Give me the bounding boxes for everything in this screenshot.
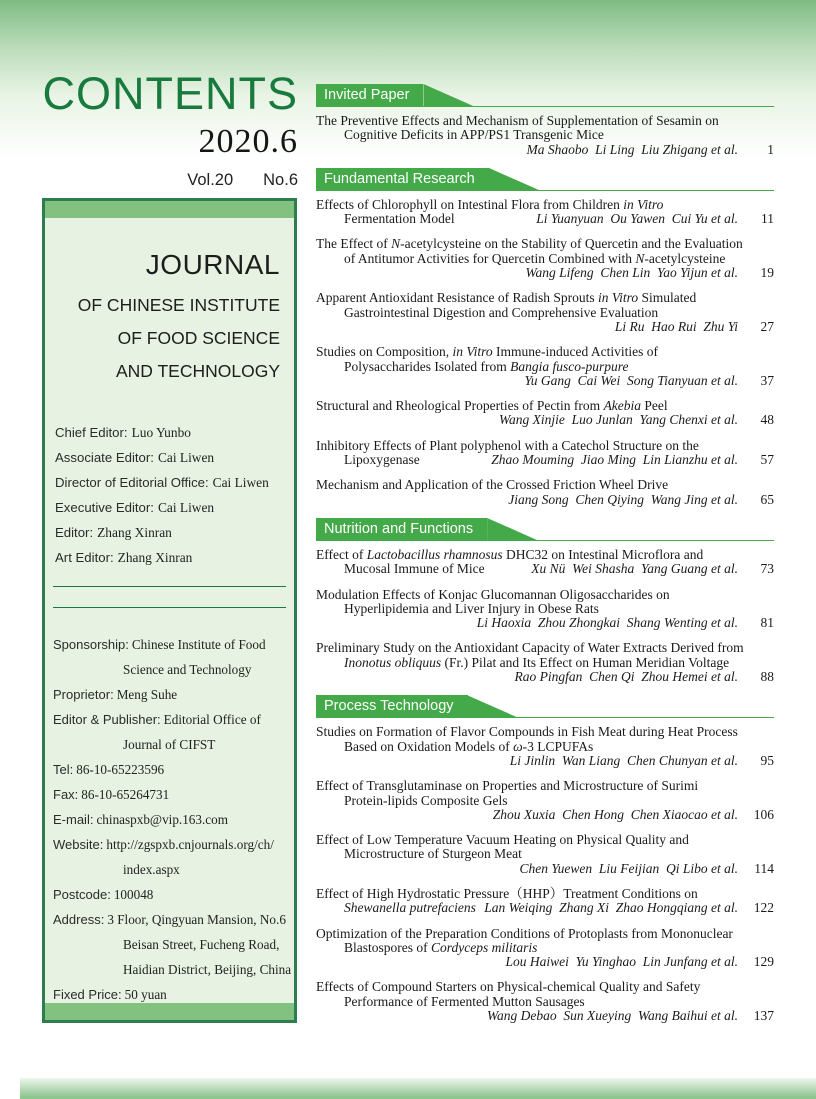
- entry-title-italic: Cordyceps militaris: [431, 939, 538, 955]
- entry-title: [316, 779, 698, 793]
- section-banner: [316, 84, 475, 107]
- publication-line: [53, 832, 294, 857]
- publication-label: Editor & Publisher:: [53, 712, 161, 727]
- publication-value: Meng Suhe: [116, 687, 178, 702]
- entry-authors: Wang Debao Sun Xueying Wang Baihui et al.: [487, 1008, 738, 1024]
- publication-line: [53, 682, 294, 707]
- publication-line: [53, 707, 294, 732]
- publication-row: [53, 832, 294, 882]
- toc-entry-row: [316, 212, 774, 226]
- entry-title-text: The Effect of: [316, 236, 392, 252]
- publication-row: [53, 882, 294, 907]
- entry-title: [316, 439, 699, 453]
- publication-line: [53, 807, 294, 832]
- divider-line: [53, 607, 286, 608]
- publication-label: Postcode:: [53, 887, 111, 902]
- publication-continuation: index.aspx: [123, 862, 180, 877]
- entry-title-text: Effect of High Hydrostatic Pressure（HHP）Treatment Conditions on: [316, 885, 698, 901]
- entry-authors: Zhao Mouming Jiao Ming Lin Lianzhu et al.: [491, 452, 738, 468]
- entry-authors: Li Yuanyuan Ou Yawen Cui Yu et al.: [536, 211, 738, 227]
- section-banner-label: Process Technology: [316, 695, 468, 718]
- toc-entry-row: [316, 980, 774, 994]
- volume-label: Vol.20: [187, 171, 234, 189]
- section-banner-label: Fundamental Research: [316, 168, 489, 191]
- entry-page-number: 81: [760, 615, 774, 631]
- journal-name: [45, 250, 294, 388]
- entry-title-text: Protein-lipids Composite Gels: [344, 792, 508, 808]
- entry-title-text: Mechanism and Application of the Crossed Friction Wheel Drive: [316, 477, 669, 493]
- masthead: [42, 70, 298, 190]
- entry-title-italic: N: [635, 250, 645, 266]
- entry-title: [316, 641, 744, 655]
- entry-title: [316, 212, 455, 226]
- publication-label: Website:: [53, 837, 104, 852]
- toc-entry: [316, 345, 774, 388]
- entry-page-number: 57: [760, 452, 774, 468]
- staff-label: Director of Editorial Office:: [55, 475, 209, 490]
- entry-title-text: Peel: [641, 398, 668, 414]
- entry-title-text: Mucosal Immune of Mice: [344, 561, 485, 577]
- toc-entry-row: [316, 360, 774, 374]
- toc-entry-row: [316, 266, 774, 280]
- toc-entry: [316, 291, 774, 334]
- entry-title: [316, 291, 696, 305]
- toc-entry-row: [316, 320, 774, 334]
- section-header: [316, 518, 774, 541]
- entry-title-text: Based on Oxidation Models of: [344, 738, 514, 754]
- entry-title: [316, 794, 508, 808]
- publication-line: [53, 632, 294, 657]
- publication-line: [53, 782, 294, 807]
- box-content: [45, 218, 294, 1003]
- entry-authors: Ma Shaobo Li Ling Liu Zhigang et al.: [526, 141, 738, 157]
- entry-title: [316, 847, 522, 861]
- toc-entry-row: [316, 808, 774, 822]
- staff-label: Chief Editor:: [55, 425, 128, 440]
- entry-page-number: 88: [760, 669, 774, 685]
- publication-value: 100048: [113, 887, 154, 902]
- entry-title: [316, 562, 485, 576]
- staff-value: Zhang Xinran: [117, 550, 193, 565]
- toc-entry-row: [316, 725, 774, 739]
- toc-entry: [316, 887, 774, 916]
- entry-title: [316, 901, 476, 915]
- toc-entry: [316, 114, 774, 157]
- toc-sections: [316, 84, 774, 1034]
- toc-entry-row: [316, 779, 774, 793]
- entry-authors: Xu Nü Wei Shasha Yang Guang et al.: [531, 561, 738, 577]
- toc-entry-row: [316, 548, 774, 562]
- entry-page-number: 19: [760, 265, 774, 281]
- toc-entry-row: [316, 833, 774, 847]
- publication-continuation: Beisan Street, Fucheng Road,: [123, 937, 280, 952]
- publication-row: [53, 907, 294, 982]
- entry-title-text: -acetylcysteine: [644, 250, 726, 266]
- staff-label: Executive Editor:: [55, 500, 154, 515]
- publication-line: [53, 907, 294, 932]
- toc-entry-row: [316, 198, 774, 212]
- publication-continuation: Haidian District, Beijing, China: [123, 962, 292, 977]
- toc-entry: [316, 779, 774, 822]
- entry-title: [316, 360, 628, 374]
- toc-entry: [316, 399, 774, 428]
- publication-value: http://zgspxb.cnjournals.org/ch/: [106, 837, 274, 852]
- entry-authors: Zhou Xuxia Chen Hong Chen Xiaocao et al.: [492, 806, 738, 822]
- toc-entry: [316, 725, 774, 768]
- toc-section: [316, 84, 774, 157]
- entry-title: [316, 306, 658, 320]
- entry-page-number: 73: [760, 561, 774, 577]
- toc-section: [316, 695, 774, 1023]
- toc-entry: [316, 439, 774, 468]
- entry-title-text: Optimization of the Preparation Conditions of Protoplasts from Mononuclear: [316, 925, 733, 941]
- section-header: [316, 695, 774, 718]
- toc-entry-row: [316, 887, 774, 901]
- contents-title: CONTENTS: [42, 68, 298, 119]
- section-banner-slope: [423, 84, 475, 107]
- entry-title-italic: ω: [513, 738, 523, 754]
- entry-authors: Li Haoxia Zhou Zhongkai Shang Wenting et al.: [476, 615, 738, 631]
- entry-title: [316, 548, 703, 562]
- entry-authors: Li Jinlin Wan Liang Chen Chunyan et al.: [509, 752, 738, 768]
- entry-title-text: Lipoxygenase: [344, 452, 420, 468]
- toc-entry-row: [316, 128, 774, 142]
- publication-value: Chinese Institute of Food: [131, 637, 266, 652]
- entry-title: [316, 237, 743, 251]
- publication-list: [45, 632, 294, 1003]
- section-banner: [316, 168, 541, 191]
- publication-label: E-mail:: [53, 812, 94, 827]
- publication-label: Tel:: [53, 762, 74, 777]
- entry-title-text: Performance of Fermented Mutton Sausages: [344, 993, 585, 1009]
- entry-title: [316, 453, 420, 467]
- entry-title: [316, 198, 663, 212]
- entry-title-text: Effect of: [316, 546, 367, 562]
- section-banner-slope: [489, 168, 541, 191]
- entry-title-text: (Fr.) Pilat and Its Effect on Human Meridian Voltage: [441, 654, 730, 670]
- toc-entry-row: [316, 237, 774, 251]
- publication-line: [53, 882, 294, 907]
- entry-title-text: Effect of Transglutaminase on Properties and Microstructure of Surimi: [316, 778, 699, 794]
- entry-title-text: Gastrointestinal Digestion and Comprehensive Evaluation: [344, 304, 659, 320]
- box-top-strip: [45, 201, 294, 218]
- entry-title: [316, 114, 719, 128]
- toc-entry-row: [316, 995, 774, 1009]
- publication-label: Sponsorship:: [53, 637, 129, 652]
- publication-continuation: Science and Technology: [123, 662, 252, 677]
- toc-entry-row: [316, 478, 774, 492]
- toc-entry: [316, 980, 774, 1023]
- entry-title-italic: in Vitro: [623, 196, 664, 212]
- entry-title: [316, 941, 537, 955]
- entry-title-text: Cognitive Deficits in APP/PS1 Transgenic Mice: [344, 127, 604, 143]
- staff-label: Editor:: [55, 525, 94, 540]
- publication-continuation: Journal of CIFST: [123, 737, 216, 752]
- journal-info-box: [42, 198, 297, 1023]
- toc-entry: [316, 548, 774, 577]
- toc-entry-row: [316, 656, 774, 670]
- entry-authors: Li Ru Hao Rui Zhu Yi: [614, 318, 738, 334]
- toc-entry-row: [316, 291, 774, 305]
- toc-entry-row: [316, 252, 774, 266]
- entry-title-text: Simulated: [638, 290, 697, 306]
- section-banner-label: Invited Paper: [316, 84, 423, 107]
- entry-title-text: Fermentation Model: [344, 211, 455, 227]
- toc-entry: [316, 927, 774, 970]
- toc-entry: [316, 478, 774, 507]
- staff-value: Cai Liwen: [157, 500, 215, 515]
- toc-entry: [316, 833, 774, 876]
- publication-row: [53, 982, 294, 1003]
- publication-label: Proprietor:: [53, 687, 114, 702]
- journal-name-line: OF CHINESE INSTITUTE: [77, 295, 280, 315]
- entry-title: [316, 478, 668, 492]
- entry-title-italic: Shewanella putrefaciens: [344, 900, 476, 916]
- staff-row: [55, 470, 294, 495]
- toc-entry-row: [316, 345, 774, 359]
- entry-title-text: Inhibitory Effects of Plant polyphenol with a Catechol Structure on the: [316, 437, 699, 453]
- toc-entry-row: [316, 399, 774, 413]
- entry-page-number: 106: [753, 806, 774, 822]
- entry-title: [316, 887, 698, 901]
- journal-name-line: OF FOOD SCIENCE: [117, 328, 280, 348]
- entry-page-number: 65: [760, 491, 774, 507]
- staff-value: Cai Liwen: [212, 475, 269, 490]
- entry-title-text: DHC32 on Intestinal Microflora and: [502, 546, 704, 562]
- section-banner-slope: [468, 695, 520, 718]
- staff-value: Cai Liwen: [157, 450, 215, 465]
- publication-value: Editorial Office of: [163, 712, 261, 727]
- toc-entry-row: [316, 901, 774, 915]
- section-header: [316, 84, 774, 107]
- entry-title: [316, 345, 658, 359]
- journal-name-line: JOURNAL: [145, 249, 280, 280]
- toc-entry: [316, 198, 774, 227]
- toc-entry-row: [316, 794, 774, 808]
- publication-row: [53, 632, 294, 682]
- entry-title-text: Studies on Formation of Flavor Compounds in Fish Meat during Heat Process: [316, 724, 738, 740]
- section-banner-slope: [487, 518, 539, 541]
- box-bottom-strip: [45, 1003, 294, 1020]
- publication-row: [53, 757, 294, 782]
- entry-title: [316, 252, 725, 266]
- staff-value: Luo Yunbo: [131, 425, 191, 440]
- entry-title-italic: N: [391, 236, 401, 252]
- entry-authors: Wang Xinjie Luo Junlan Yang Chenxi et al.: [499, 412, 738, 428]
- toc-entry-row: [316, 1009, 774, 1023]
- entry-authors: Yu Gang Cai Wei Song Tianyuan et al.: [524, 372, 738, 388]
- entry-title-italic: Lactobacillus rhamnosus: [366, 546, 503, 562]
- publication-row: [53, 682, 294, 707]
- staff-row: [55, 495, 294, 520]
- entry-title-italic: Akebia: [603, 398, 642, 414]
- staff-value: Zhang Xinran: [97, 525, 172, 540]
- toc-entry-row: [316, 453, 774, 467]
- entry-title-italic: Bangia fusco-purpure: [510, 358, 629, 374]
- entry-title-text: Hyperlipidemia and Liver Injury in Obese Rats: [344, 600, 599, 616]
- entry-page-number: 114: [754, 860, 774, 876]
- toc-entry-row: [316, 941, 774, 955]
- entry-title-italic: in Vitro: [597, 290, 639, 306]
- toc-entry-row: [316, 143, 774, 157]
- entry-title-text: Preliminary Study on the Antioxidant Capacity of Water Extracts Derived from: [316, 640, 744, 656]
- entry-title-text: Microstructure of Sturgeon Meat: [344, 846, 522, 862]
- toc-entry-row: [316, 670, 774, 684]
- entry-page-number: 1: [767, 141, 774, 157]
- entry-title: [316, 588, 670, 602]
- toc-section: [316, 518, 774, 684]
- toc-entry-row: [316, 927, 774, 941]
- entry-page-number: 137: [753, 1008, 774, 1024]
- staff-row: [55, 545, 294, 570]
- section-banner: [316, 518, 539, 541]
- entry-title-text: Apparent Antioxidant Resistance of Radish Sprouts: [316, 290, 598, 306]
- entry-page-number: 95: [760, 752, 774, 768]
- publication-row: [53, 807, 294, 832]
- entry-title: [316, 740, 593, 754]
- entry-page-number: 37: [760, 372, 774, 388]
- toc-entry-row: [316, 114, 774, 128]
- volume-issue-line: [42, 171, 298, 190]
- entry-title-italic: in Vitro: [452, 344, 493, 360]
- publication-label: Fax:: [53, 787, 79, 802]
- entry-title-text: Studies on Composition,: [316, 344, 453, 360]
- publication-value: 86-10-65264731: [81, 787, 170, 802]
- entry-title: [316, 995, 585, 1009]
- journal-name-line: AND TECHNOLOGY: [115, 361, 280, 381]
- staff-list: [45, 420, 294, 570]
- bottom-gradient-bar: [20, 1078, 816, 1099]
- toc-entry-row: [316, 493, 774, 507]
- toc-entry-row: [316, 306, 774, 320]
- entry-page-number: 11: [761, 211, 774, 227]
- staff-row: [55, 445, 294, 470]
- toc-entry-row: [316, 862, 774, 876]
- staff-row: [55, 520, 294, 545]
- toc-section: [316, 168, 774, 507]
- entry-title-text: Modulation Effects of Konjac Glucomannan Oligosaccharides on: [316, 586, 670, 602]
- entry-authors: Lan Weiqing Zhang Xi Zhao Hongqiang et al.: [484, 900, 738, 916]
- staff-row: [55, 420, 294, 445]
- publication-value: 86-10-65223596: [76, 762, 165, 777]
- section-header: [316, 168, 774, 191]
- issue-number: 2020.6: [198, 123, 298, 160]
- entry-title-italic: Inonotus obliquus: [344, 654, 442, 670]
- section-banner-label: Nutrition and Functions: [316, 518, 487, 541]
- publication-line: [53, 757, 294, 782]
- publication-label: Address:: [53, 912, 105, 927]
- publication-row: [53, 707, 294, 757]
- entry-title: [316, 833, 689, 847]
- entry-page-number: 129: [753, 954, 774, 970]
- toc-entry-row: [316, 439, 774, 453]
- divider-line: [53, 586, 286, 587]
- publication-row: [53, 782, 294, 807]
- toc-entry-row: [316, 847, 774, 861]
- toc-entry-row: [316, 641, 774, 655]
- entry-title: [316, 656, 729, 670]
- entry-title-text: Effects of Chlorophyll on Intestinal Flora from Children: [316, 196, 624, 212]
- entry-authors: Jiang Song Chen Qiying Wang Jing et al.: [508, 491, 738, 507]
- number-label: No.6: [263, 171, 298, 189]
- entry-title-text: -3 LCPUFAs: [522, 738, 594, 754]
- toc-entry-row: [316, 562, 774, 576]
- entry-title: [316, 602, 599, 616]
- entry-page-number: 27: [760, 318, 774, 334]
- toc-entry-row: [316, 413, 774, 427]
- publication-label: Fixed Price:: [53, 987, 122, 1002]
- entry-title-text: Blastospores of: [344, 939, 431, 955]
- toc-entry: [316, 237, 774, 280]
- toc-entry-row: [316, 588, 774, 602]
- toc-entry-row: [316, 616, 774, 630]
- entry-title-text: The Preventive Effects and Mechanism of Supplementation of Sesamin on: [316, 113, 719, 128]
- entry-title-text: Immune-induced Activities of: [492, 344, 658, 360]
- toc-entry-row: [316, 374, 774, 388]
- staff-label: Art Editor:: [55, 550, 114, 565]
- section-banner: [316, 695, 520, 718]
- toc-entry: [316, 641, 774, 684]
- toc-entry: [316, 588, 774, 631]
- toc-entry-row: [316, 740, 774, 754]
- entry-title-text: Structural and Rheological Properties of Pectin from: [316, 398, 604, 414]
- entry-title-text: of Antitumor Activities for Quercetin Combined with: [344, 250, 636, 266]
- entry-title: [316, 980, 700, 994]
- publication-line: [53, 982, 294, 1003]
- entry-authors: Wang Lifeng Chen Lin Yao Yijun et al.: [525, 265, 738, 281]
- entry-authors: Rao Pingfan Chen Qi Zhou Hemei et al.: [514, 669, 738, 685]
- publication-value: 50 yuan: [124, 987, 167, 1002]
- entry-title-text: Effect of Low Temperature Vacuum Heating on Physical Quality and: [316, 832, 689, 848]
- entry-page-number: 48: [760, 412, 774, 428]
- staff-label: Associate Editor:: [55, 450, 154, 465]
- entry-authors: Lou Haiwei Yu Yinghao Lin Junfang et al.: [505, 954, 738, 970]
- publication-value: chinaspxb@vip.163.com: [96, 812, 228, 827]
- toc-entry-row: [316, 754, 774, 768]
- entry-title: [316, 128, 604, 142]
- entry-title-text: Effects of Compound Starters on Physical-chemical Quality and Safety: [316, 979, 701, 995]
- publication-value: 3 Floor, Qingyuan Mansion, No.6: [107, 912, 286, 927]
- entry-title: [316, 399, 668, 413]
- toc-entry-row: [316, 955, 774, 969]
- toc-entry-row: [316, 602, 774, 616]
- entry-title: [316, 927, 733, 941]
- entry-title-text: -acetylcysteine on the Stability of Quercetin and the Evaluation: [400, 236, 743, 252]
- entry-title: [316, 725, 738, 739]
- entry-title-text: Polysaccharides Isolated from: [344, 358, 511, 374]
- entry-authors: Chen Yuewen Liu Feijian Qi Libo et al.: [519, 860, 738, 876]
- entry-page-number: 122: [753, 900, 774, 916]
